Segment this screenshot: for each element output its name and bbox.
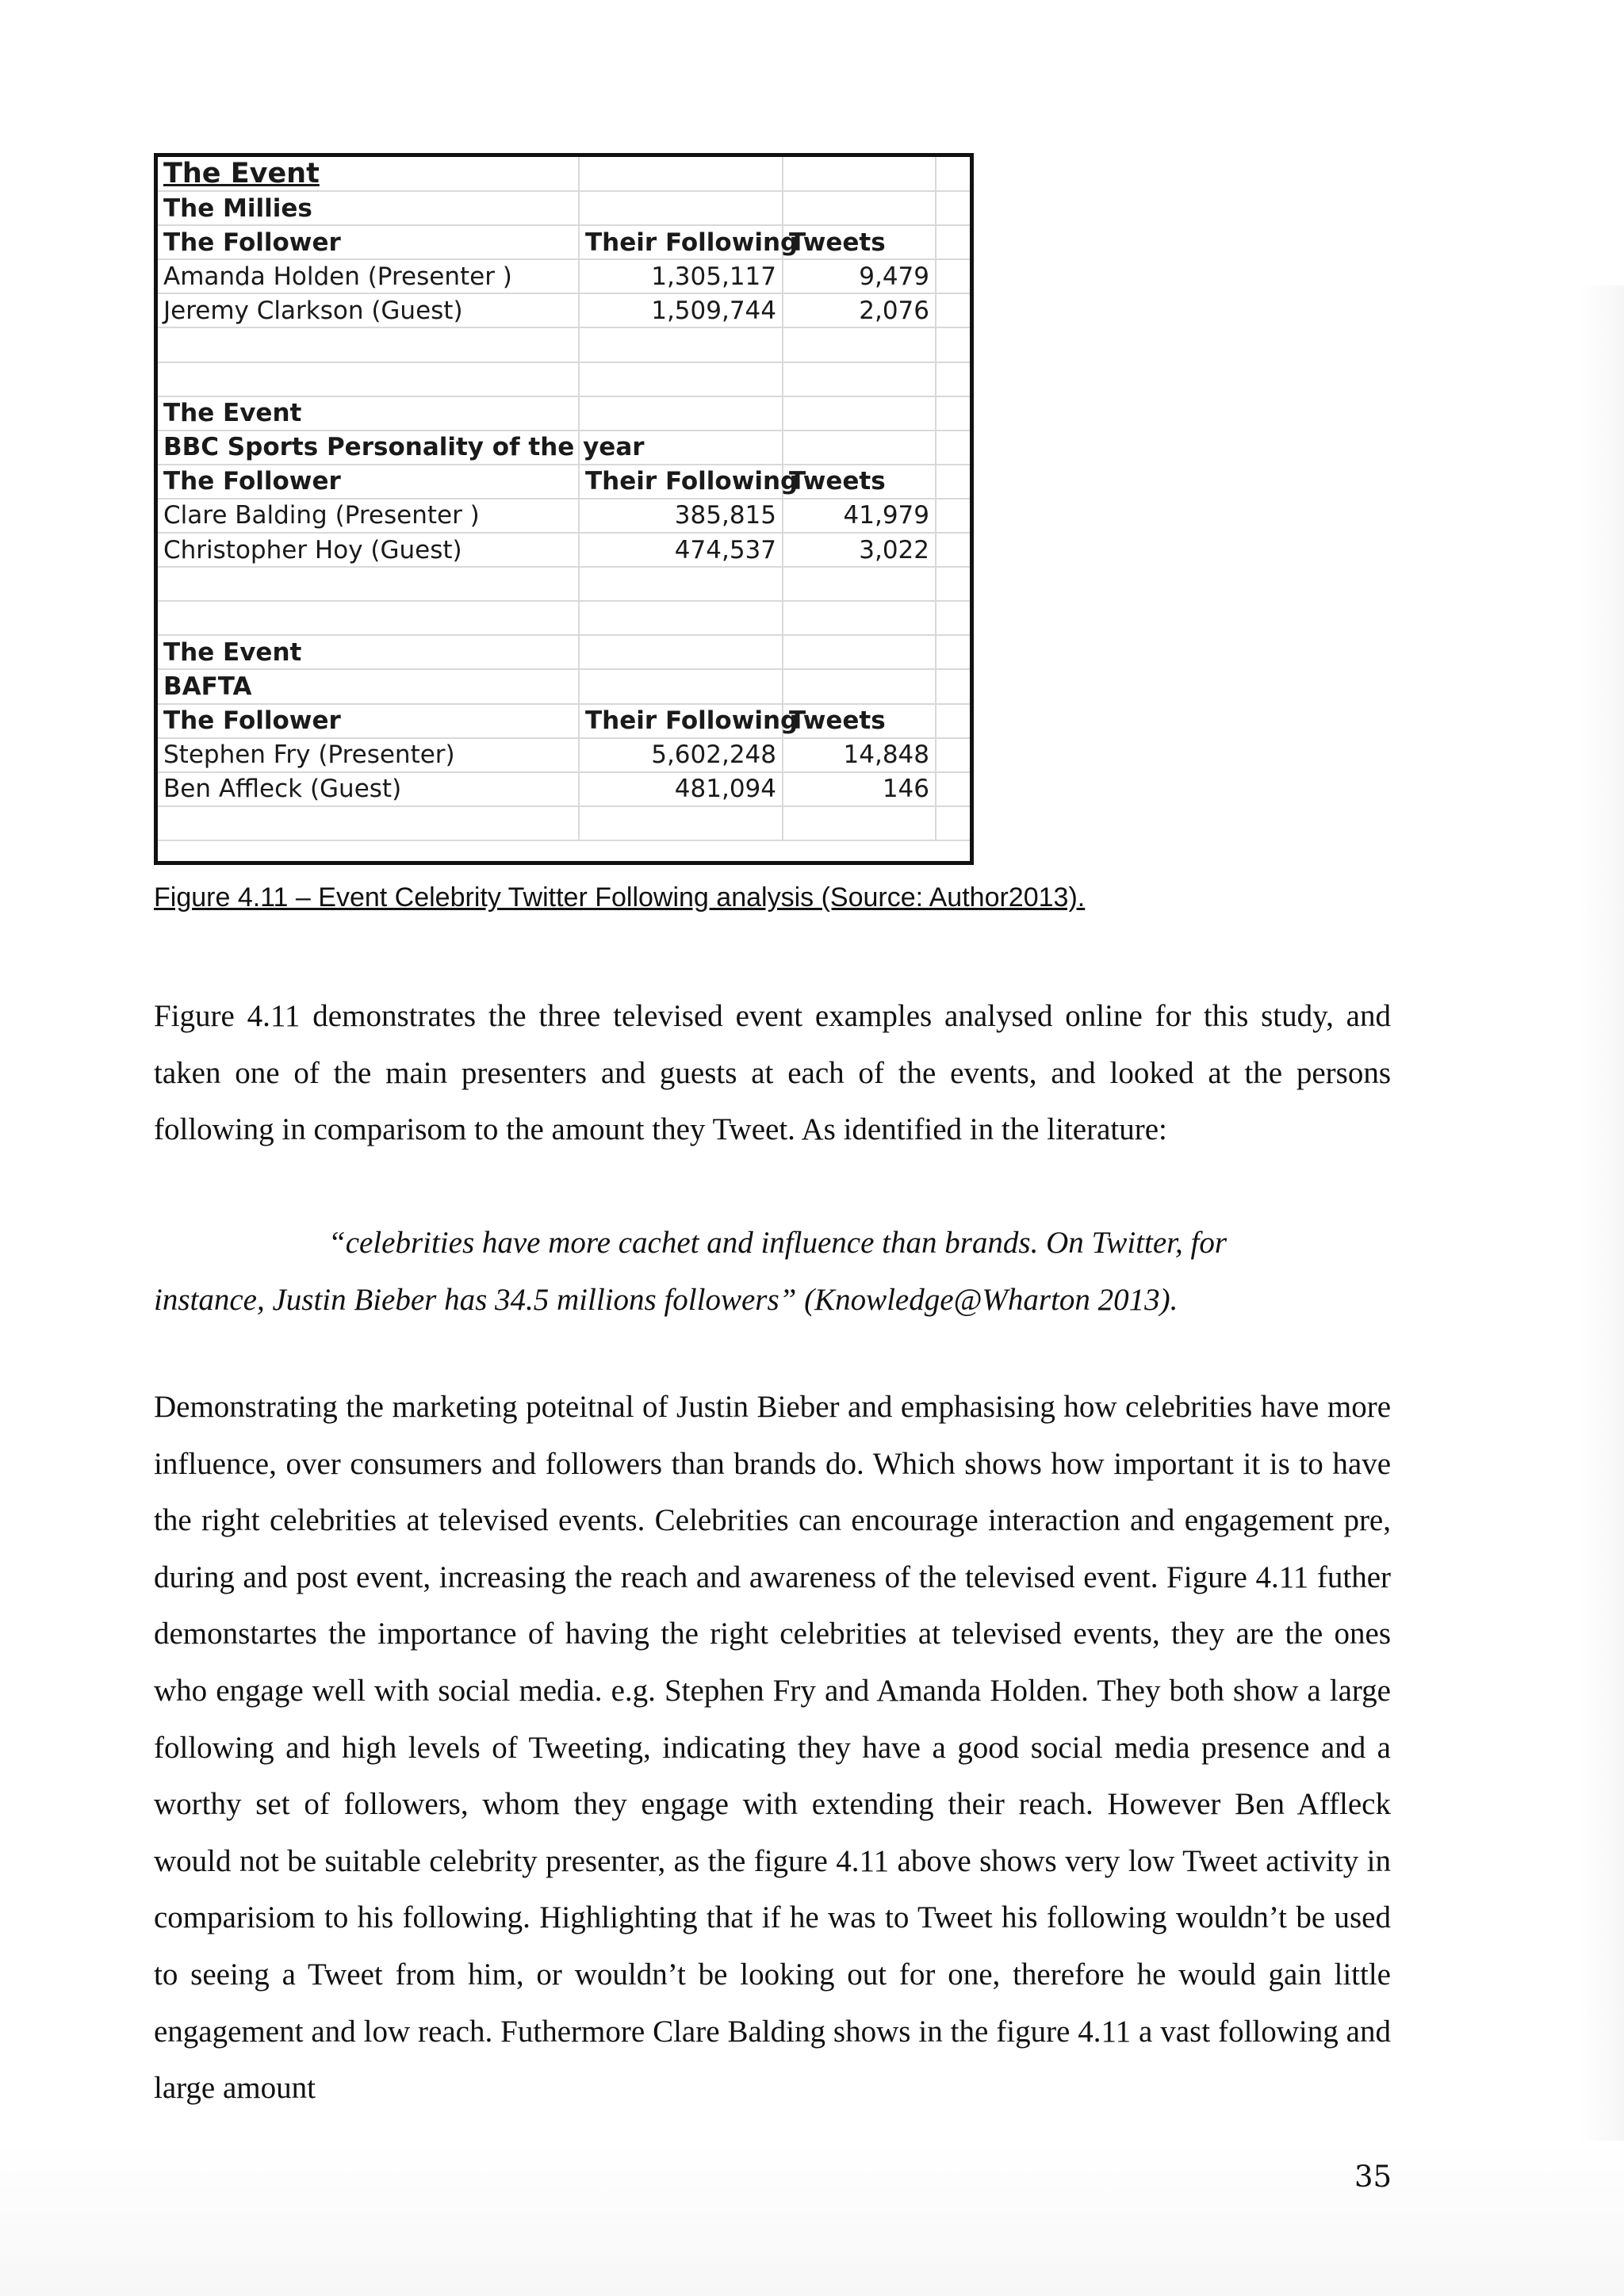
following-count: 1,509,744 [579, 293, 783, 327]
body-paragraph-2: Demonstrating the marketing poteitnal of Justin Bieber and emphasising how celebrities have more influence, over consumers and followers than brands do. Which shows how important it is to have the right celebrities at televised events. Celebrities can encourage interaction and engagement pre, during and post event, increasing the reach and awareness of the televised event. Figure 4.11 futher demonstartes the importance of having the right celebrities at televised events, they are the ones who engage well with social media. e.g. Stephen Fry and Amanda Holden. They both show a large following and high levels of Tweeting, indicating they have a good social media presence and a worthy set of followers, whom they engage with extending their reach. However Ben Affleck would not be suitable celebrity presenter, as the figure 4.11 above shows very low Tweet activity in comparisiom to his following. Highlighting that if he was to Tweet his following wouldn’t be used to seeing a Tweet from him, or wouldn’t be looking out for one, therefore he would gain little engagement and low reach. Futhermore Clare Balding shows in the figure 4.11 a vast following and large amount [154, 1390, 1391, 2106]
table-header-row [158, 465, 970, 499]
table-row [158, 259, 970, 293]
table-row [158, 430, 970, 465]
tweet-count: 41,979 [783, 499, 936, 533]
follower-name: Clare Balding (Presenter ) [158, 499, 579, 533]
empty-row [158, 567, 970, 601]
page-edge-shade [1578, 285, 1624, 2296]
table-row [158, 772, 970, 806]
empty-row [158, 327, 970, 362]
tweets-header: Tweets [783, 704, 936, 738]
figure-title: The Event [158, 157, 579, 191]
tweet-count: 146 [783, 772, 936, 806]
following-count: 385,815 [579, 499, 783, 533]
table-row [158, 499, 970, 533]
figure-caption: Figure 4.11 – Event Celebrity Twitter Following analysis (Source: Author2013). [154, 882, 1086, 913]
following-count: 474,537 [579, 533, 783, 567]
empty-row [158, 362, 970, 396]
quote-line-1: “celebrities have more cachet and influence than brands. On Twitter, for [328, 1226, 1227, 1260]
following-count: 5,602,248 [579, 738, 783, 772]
table-row [158, 396, 970, 430]
quote-line-2: instance, Justin Bieber has 34.5 millions followers” (Knowledge@Wharton 2013). [154, 1282, 1178, 1317]
follower-header: The Follower [158, 465, 579, 499]
follower-name: Stephen Fry (Presenter) [158, 738, 579, 772]
tweet-count: 9,479 [783, 259, 936, 293]
table-row [158, 635, 970, 669]
follower-name: Ben Affleck (Guest) [158, 772, 579, 806]
table-row [158, 738, 970, 772]
table-row [158, 669, 970, 703]
tweets-header: Tweets [783, 465, 936, 499]
follower-name: Jeremy Clarkson (Guest) [158, 293, 579, 327]
event-name: BBC Sports Personality of the year [158, 430, 579, 465]
following-count: 1,305,117 [579, 259, 783, 293]
follower-header: The Follower [158, 704, 579, 738]
page-number: 35 [1354, 2160, 1392, 2194]
table-row [158, 533, 970, 567]
follower-name: Amanda Holden (Presenter ) [158, 259, 579, 293]
following-header: Their Following [579, 704, 783, 738]
event-name: BAFTA [158, 669, 579, 703]
following-header: Their Following [579, 225, 783, 259]
tweet-count: 3,022 [783, 533, 936, 567]
event-following-table-figure [154, 153, 974, 865]
table-row [158, 293, 970, 327]
event-label: The Event [158, 396, 579, 430]
empty-row [158, 806, 970, 840]
tweet-count: 2,076 [783, 293, 936, 327]
block-quote [154, 1215, 1391, 1328]
event-label: The Event [158, 635, 579, 669]
table-row [158, 157, 970, 191]
event-following-table [158, 157, 970, 841]
table-header-row [158, 225, 970, 259]
tweet-count: 14,848 [783, 738, 936, 772]
follower-name: Christopher Hoy (Guest) [158, 533, 579, 567]
table-row [158, 191, 970, 225]
following-header: Their Following [579, 465, 783, 499]
following-count: 481,094 [579, 772, 783, 806]
event-name: The Millies [158, 191, 579, 225]
table-header-row [158, 704, 970, 738]
body-paragraph-1: Figure 4.11 demonstrates the three televised event examples analysed online for this study, and taken one of the main presenters and guests at each of the events, and looked at the persons following in comparisom to the amount they Tweet. As identified in the literature: [154, 999, 1391, 1147]
tweets-header: Tweets [783, 225, 936, 259]
empty-row [158, 601, 970, 635]
follower-header: The Follower [158, 225, 579, 259]
